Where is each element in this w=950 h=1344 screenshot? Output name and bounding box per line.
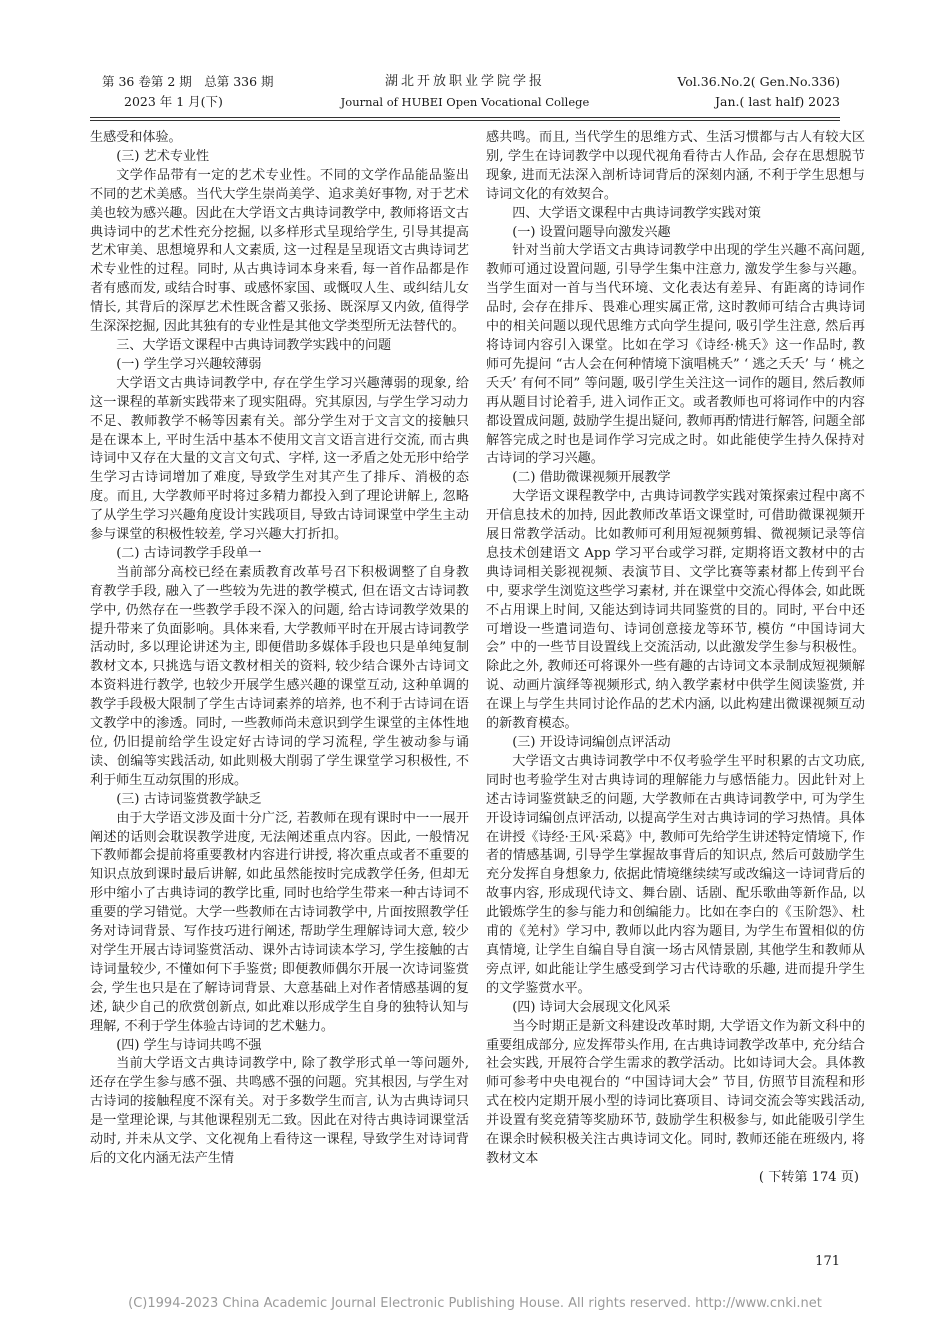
header-volume-en	[677, 72, 840, 112]
copyright-footer: (C)1994-2023 China Academic Journal Electronic Publishing House. All rights reserved. http://www.cnki.net	[128, 1296, 822, 1311]
paragraph: 文学作品带有一定的艺术专业性。不同的文学作品能品鉴出不同的艺术美感。当代大学生崇尚美学、追求美好事物, 对于艺术美也较为感兴趣。因此在大学语文古典诗词教学中, 教师将语文古典诗词中的艺术性充分挖掘, 以多样形式呈现给学生, 引导其提高艺术审美、思想境界和人文素质, 这一过程是呈现语文古典诗词艺术专业性的过程。同时, 从古典诗词本身来看, 每一首作品都是作者有感而发, 或结合时事、或感怀家国、或慨叹人生、或纠结儿女情长, 其背后的深厚艺术性既含蓄又张扬、既深厚又内敛, 值得学生深深挖掘, 因此其独有的专业性是其他文学类型所无法替代的。	[90, 167, 469, 335]
continuation-note: ( 下转第 174 页)	[758, 1169, 859, 1185]
paragraph: 当今时期正是新文科建设改革时期, 大学语文作为新文科中的重要组成部分, 应发挥带头作用, 在古典诗词教学改革中, 充分结合社会实践, 开展符合学生需求的教学活动。比如诗词大会。具体教师可参考中央电视台的 “中国诗词大会” 节目, 仿照节目流程和形式在校内定期开展小型的诗词比赛项目、诗词交流会等实践活动, 并设置有奖竞猜等奖励环节, 鼓励学生积极参与, 如此能吸引学生在课余时候积极关注古典诗词文化。同时, 教师还能在班级内, 将教材文本	[486, 1018, 865, 1166]
page-number: 171	[815, 1254, 840, 1269]
paragraph: 大学语文古典诗词教学中, 存在学生学习兴趣薄弱的现象, 给这一课程的革新实践带来了现实阻碍。究其原因, 与学生学习动力不足、教师教学不畅等因素有关。部分学生对于文言文的接触只是在课本上, 平时生活中基本不使用文言文语言进行交流, 而古典诗词中又存在大量的文言文句式、字样, 这一矛盾之处无形中给学生学习古诗词增加了难度, 导致学生对其产生了排斥、消极的态度。而且, 大学教师平时将过多精力都投入到了理论讲解上, 忽略了从学生学习兴趣角度设计实践项目, 导致古诗词课堂中学生主动参与课堂的积极性较差, 学习兴趣大打折扣。	[90, 375, 469, 543]
paragraph: 当前部分高校已经在素质教育改革号召下积极调整了自身教育教学手段, 融入了一些较为先进的教学模式, 但在语文古诗词教学中, 仍然存在一些教学手段不深入的问题, 给古诗词教学效果的提升带来了负面影响。具体来看, 大学教师平时在开展古诗词教学活动时, 多以理论讲述为主, 即便借助多媒体手段也只是单纯复制教材文本, 只挑选与语文教材相关的资料, 较少结合课外古诗词文本资料进行教学, 也较少开展学生感兴趣的课堂互动, 这种单调的教学手段极大限制了学生古诗词素养的培养, 也不利于古诗词在语文教学中的渗透。同时, 一些教师尚未意识到学生课堂的主体性地位, 仍旧提前给学生设定好古诗词的学习流程, 学生被动参与诵读、创编等实践活动, 如此则极大削弱了学生课堂学习积极性, 不利于师生互动氛围的形成。	[90, 564, 469, 788]
section-heading: 三、大学语文课程中古典诗词教学实践中的问题	[116, 337, 392, 353]
section-heading: (三) 开设诗词编创点评活动	[512, 735, 671, 750]
header-volume-en-line2: Jan.( last half) 2023	[715, 94, 840, 109]
running-header	[90, 72, 840, 112]
paragraph: 感共鸣。而且, 当代学生的思维方式、生活习惯都与古人有较大区别, 学生在诗词教学中以现代视角看待古人作品, 会存在思想脱节现象, 进而无法深入剖析诗词背后的深刻内涵, 不利于学生思想与诗词文化的有效契合。	[486, 130, 865, 202]
left-text-column	[90, 129, 469, 1169]
paragraph: 大学语文课程教学中, 古典诗词教学实践对策探索过程中离不开信息技术的加持, 因此教师改革语文课堂时, 可借助微课视频开展日常教学活动。比如教师可利用短视频剪辑、微视频记录等信息技术创建语文 App 学习平台或学习群, 定期将语文教材中的古典诗词相关影视视频、表演节目、文学比赛等素材都上传到平台中, 要求学生浏览这些学习素材, 并在课堂中交流心得体会, 如此既不占用课上时间, 又能达到诗词共同鉴赏的目的。同时, 平台中还可增设一些遣词造句、诗词创意接龙等环节, 模仿 “中国诗词大会” 中的一些节目设置线上交流活动, 以此激发学生参与积极性。除此之外, 教师还可将课外一些有趣的古诗词文本录制成短视频解说、动画片演绎等视频形式, 纳入教学素材中供学生阅读鉴赏, 并在课上与学生共同讨论作品的艺术内涵, 以此构建出微课视频互动的新教育模态。	[486, 489, 865, 732]
header-rule-bottom	[90, 120, 840, 121]
section-heading: (一) 设置问题导向激发兴趣	[512, 224, 671, 240]
section-heading: (二) 借助微课视频开展教学	[512, 470, 671, 486]
section-heading: (一) 学生学习兴趣较薄弱	[116, 356, 262, 372]
section-heading: (四) 学生与诗词共鸣不强	[116, 1037, 262, 1053]
section-heading: 四、大学语文课程中古典诗词教学实践对策	[512, 205, 761, 221]
section-heading: (二) 古诗词教学手段单一	[116, 545, 262, 561]
paragraph: 当前大学语文古典诗词教学中, 除了教学形式单一等问题外, 还存在学生参与感不强、共鸣感不强的问题。究其根因, 与学生对古诗词的接触程度不深有关。对于多数学生而言, 认为古典诗词只是一堂理论课, 与其他课程别无二致。因此在对待古典诗词课堂活动时, 并未从文学、文化视角上看待这一课程, 导致学生对诗词背后的文化内涵无法产生情	[90, 1056, 469, 1166]
header-issue: 第 36 卷第 2 期 总第 336 期	[102, 74, 274, 89]
paragraph: 大学语文古典诗词教学中不仅考验学生平时积累的古文功底, 同时也考验学生对古典诗词的理解能力与感悟能力。因此针对上述古诗词鉴赏缺乏的问题, 大学教师在古典诗词教学中, 可为学生开设诗词编创点评活动, 以提高学生对古典诗词的学习热情。具体在讲授《诗经·王风·采葛》中, 教师可先给学生讲述特定情境下, 作者的情感基调, 引导学生掌握故事背后的知识点, 然后可鼓励学生充分发挥自身想象力, 依据此情境继续续写或改编这一诗词背后的故事内容, 形成现代诗文、舞台剧、话剧、配乐歌曲等新作品, 以此锻炼学生的参与能力和创编能力。比如在李白的《玉阶怨》、杜甫的《羌村》学习中, 教师以此内容为题目, 为学生布置相似的仿真情境, 让学生自编自导自演一场古风情景剧, 其他学生和教师从旁点评, 如此能让学生感受到学习古代诗歌的乐趣, 进而提升学生的文学鉴赏水平。	[486, 753, 865, 996]
journal-title-en: Journal of HUBEI Open Vocational College	[340, 95, 590, 109]
section-heading: (三) 艺术专业性	[116, 148, 210, 164]
paragraph: 由于大学语文涉及面十分广泛, 若教师在现有课时中一一展开阐述的话则会耽误教学进度, 无法阐述重点内容。因此, 一般情况下教师都会提前将重要教材内容进行讲授, 将次重点或者不重要的知识点放到课时最后讲解, 如此虽然能按时完成教学任务, 但却无形中缩小了古典诗词的教学比重, 同时也给学生带来一种古诗词不重要的学习错觉。大学一些教师在古诗词教学中, 片面按照教学任务对诗词背景、写作技巧进行阐述, 帮助学生理解诗词大意, 较少对学生开展古诗词鉴赏活动、课外古诗词读本学习, 学生接触的古诗词量较少, 不懂如何下手鉴赏; 即便教师偶尔开展一次诗词鉴赏会, 学生也只是在了解诗词背景、大意基础上对作者情感基调的复述, 缺少自己的欣赏创新点, 如此难以形成学生自身的独特认知与理解, 不利于学生体验古诗词的艺术魅力。	[90, 810, 469, 1034]
journal-title-cn: 湖北开放职业学院学报	[384, 74, 545, 89]
section-heading: (四) 诗词大会展现文化风采	[512, 999, 671, 1015]
paragraph: 生感受和体验。	[90, 130, 182, 145]
header-date: 2023 年 1 月(下)	[124, 94, 223, 109]
right-text-column	[486, 129, 865, 1188]
paragraph: 针对当前大学语文古典诗词教学中出现的学生兴趣不高问题, 教师可通过设置问题, 引导学生集中注意力, 激发学生参与兴趣。当学生面对一首与当代环境、文化表达有差异、有距离的诗词作品时, 会存在排斥、畏难心理实属正常, 这时教师可结合古典诗词中的相关问题以现代思维方式向学生提问, 吸引学生注意, 然后再将诗词内容引入课堂。比如在学习《诗经·桃夭》这一作品时, 教师可先提问 “古人会在何种情境下演唱桃夭” ‘ 逃之夭夭’ 与 ‘ 桃之夭夭’ 有何不同” 等问题, 吸引学生关注这一词作的题目, 然后教师再从题目讨论着手, 进入词作正文。或者教师也可将词作中的内容都设置成问题, 鼓励学生提出疑问, 教师再酌情进行解答, 问题全部解答完成之时也是词作学习完成之时。如此能使学生持久保持对古诗词的学习兴趣。	[486, 243, 865, 467]
section-heading: (三) 古诗词鉴赏教学缺乏	[116, 791, 262, 807]
header-volume-en-line1: Vol.36.No.2( Gen.No.336)	[677, 74, 840, 89]
header-rule-top	[90, 117, 840, 118]
